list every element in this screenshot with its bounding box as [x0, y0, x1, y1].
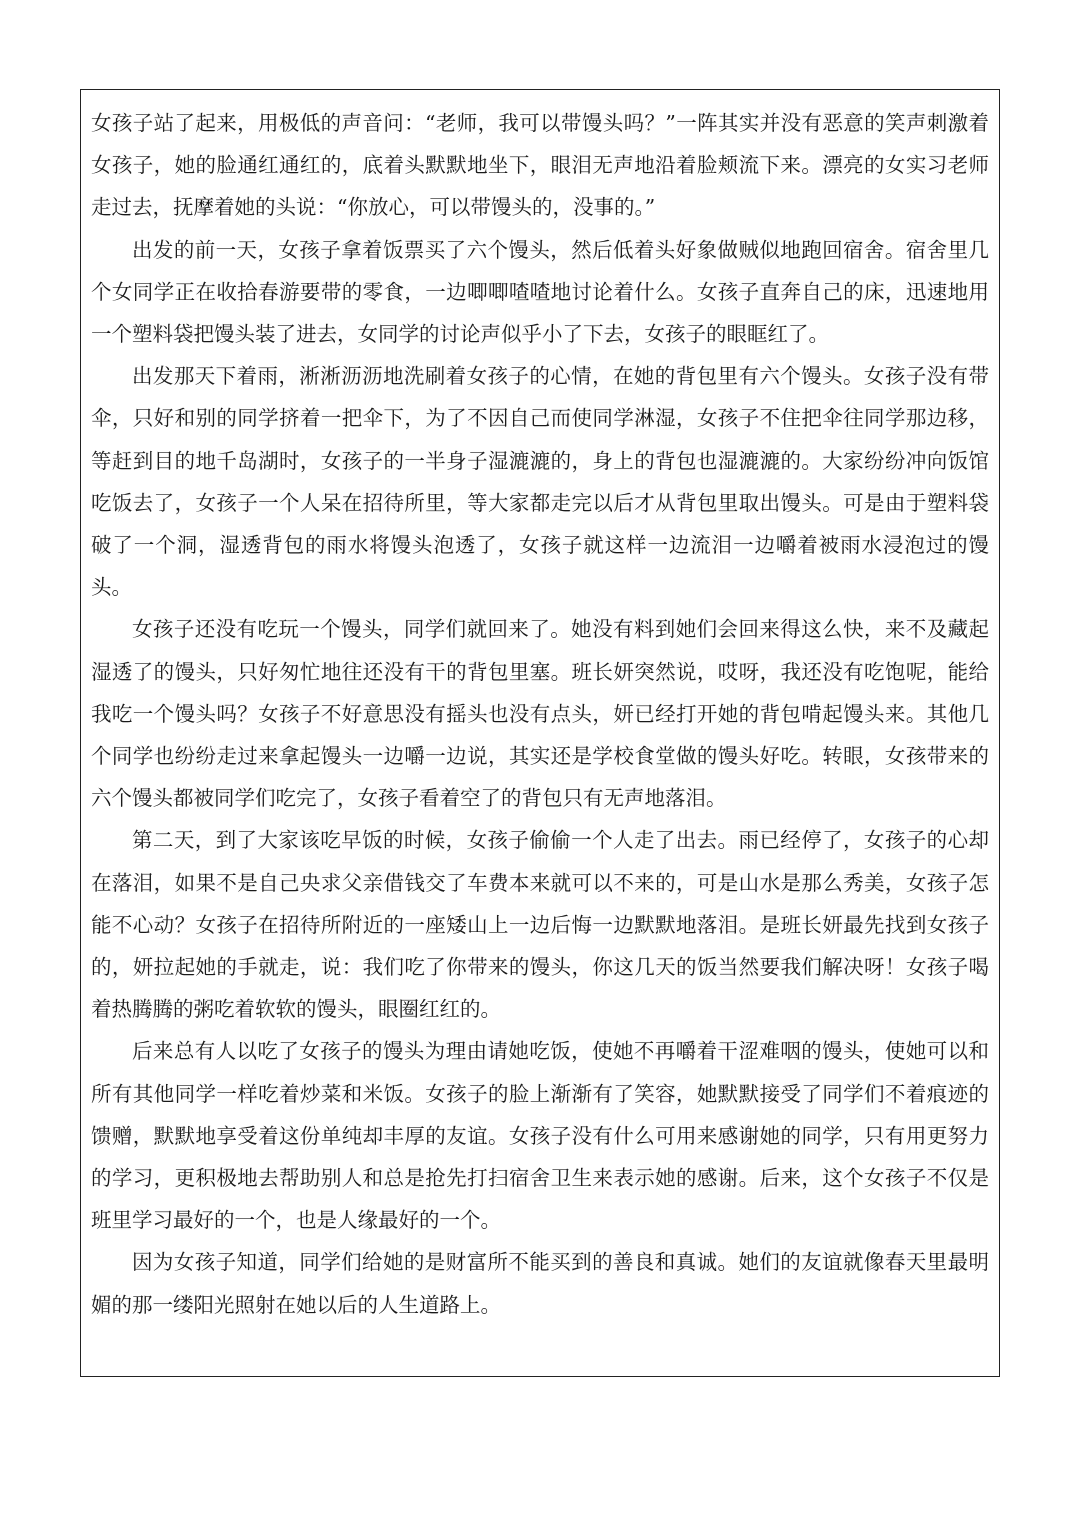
paragraph-5: 第二天，到了大家该吃早饭的时候，女孩子偷偷一个人走了出去。雨已经停了，女孩子的心却在落泪，如果不是自己央求父亲借钱交了车费本来就可以不来的，可是山水是那么秀美，女孩子怎能不心动？女孩子在招待所附近的一座矮山上一边后悔一边默默地落泪。是班长妍最先找到女孩子的，妍拉起她的手就走，说：我们吃了你带来的馒头，你这几天的饭当然要我们解决呀！女孩子喝着热腾腾的粥吃着软软的馒头，眼圈红红的。	[91, 828, 989, 1022]
paragraph-3: 出发那天下着雨，淅淅沥沥地洗刷着女孩子的心情，在她的背包里有六个馒头。女孩子没有带伞，只好和别的同学挤着一把伞下，为了不因自己而使同学淋湿，女孩子不住把伞往同学那边移，等赶到目的地千岛湖时，女孩子的一半身子湿漉漉的，身上的背包也湿漉漉的。大家纷纷冲向饭馆吃饭去了，女孩子一个人呆在招待所里，等大家都走完以后才从背包里取出馒头。可是由于塑料袋破了一个洞，湿透背包的雨水将馒头泡透了，女孩子就这样一边流泪一边嚼着被雨水浸泡过的馒头。	[91, 364, 989, 600]
paragraph-6: 后来总有人以吃了女孩子的馒头为理由请她吃饭，使她不再嚼着干涩难咽的馒头，使她可以和所有其他同学一样吃着炒菜和米饭。女孩子的脸上渐渐有了笑容，她默默接受了同学们不着痕迹的馈赠，默默地享受着这份单纯却丰厚的友谊。女孩子没有什么可用来感谢她的同学，只有用更努力的学习，更积极地去帮助别人和总是抢先打扫宿舍卫生来表示她的感谢。后来，这个女孩子不仅是班里学习最好的一个，也是人缘最好的一个。	[91, 1039, 989, 1233]
paragraph-4: 女孩子还没有吃玩一个馒头，同学们就回来了。她没有料到她们会回来得这么快，来不及藏起湿透了的馒头，只好匆忙地往还没有干的背包里塞。班长妍突然说，哎呀，我还没有吃饱呢，能给我吃一个馒头吗？女孩子不好意思没有摇头也没有点头，妍已经打开她的背包啃起馒头来。其他几个同学也纷纷走过来拿起馒头一边嚼一边说，其实还是学校食堂做的馒头好吃。转眼，女孩带来的六个馒头都被同学们吃完了，女孩子看着空了的背包只有无声地落泪。	[91, 617, 989, 811]
paragraph-7: 因为女孩子知道，同学们给她的是财富所不能买到的善良和真诚。她们的友谊就像春天里最明媚的那一缕阳光照射在她以后的人生道路上。	[91, 1250, 989, 1317]
paragraph-1: 女孩子站了起来，用极低的声音问：“老师，我可以带馒头吗？”一阵其实并没有恶意的笑声刺激着女孩子，她的脸通红通红的，底着头默默地坐下，眼泪无声地沿着脸颊流下来。漂亮的女实习老师走过去，抚摩着她的头说：“你放心，可以带馒头的，没事的。”	[91, 111, 989, 220]
text-frame	[80, 89, 1000, 1377]
paragraph-2: 出发的前一天，女孩子拿着饭票买了六个馒头，然后低着头好象做贼似地跑回宿舍。宿舍里几个女同学正在收拾春游要带的零食，一边唧唧喳喳地讨论着什么。女孩子直奔自己的床，迅速地用一个塑料袋把馒头装了进去，女同学的讨论声似乎小了下去，女孩子的眼眶红了。	[91, 237, 989, 347]
